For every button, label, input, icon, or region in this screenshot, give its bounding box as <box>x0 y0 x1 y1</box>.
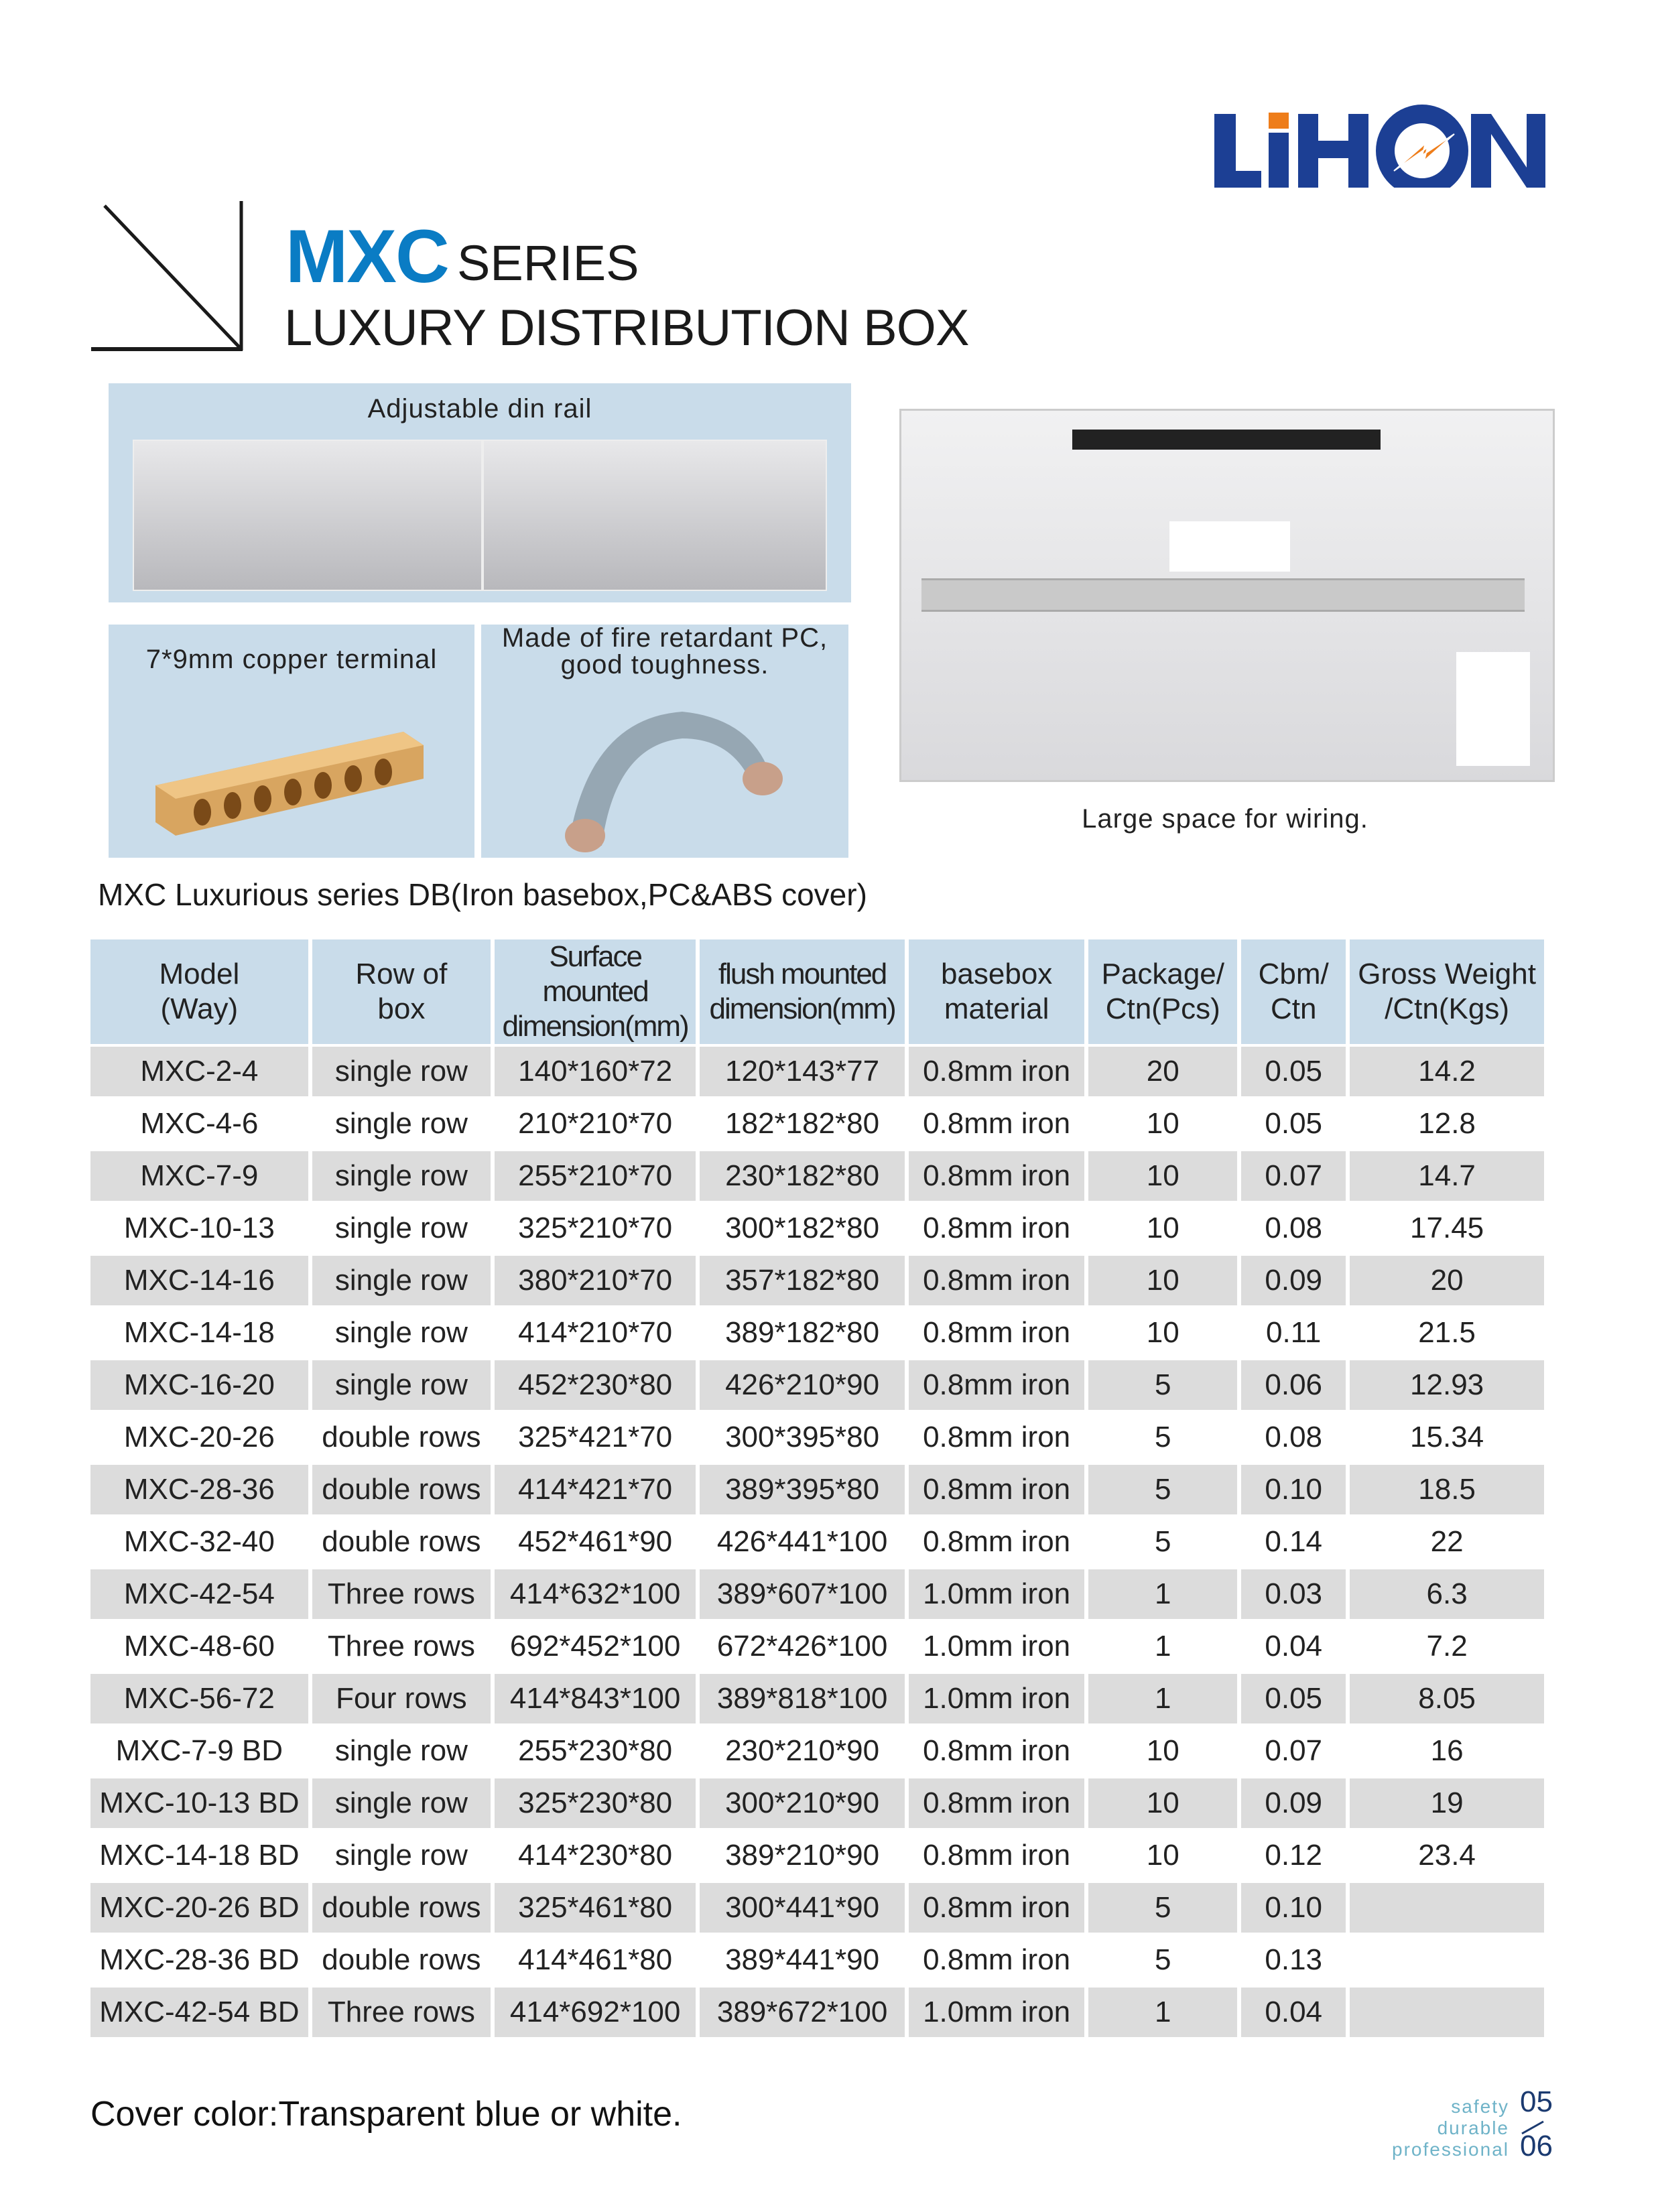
page-title: LUXURY DISTRIBUTION BOX <box>284 300 969 356</box>
table-cell: single row <box>312 1203 491 1253</box>
table-cell: 0.05 <box>1241 1047 1346 1096</box>
table-cell: 414*632*100 <box>495 1569 696 1619</box>
table-row <box>90 1726 1544 1776</box>
din-rail-photo-1 <box>133 440 483 591</box>
bent-cover-image <box>548 692 789 852</box>
corner-mark-icon <box>87 198 248 355</box>
table-cell: 692*452*100 <box>495 1622 696 1671</box>
din-rail-photo-2 <box>483 440 827 591</box>
table-cell: Four rows <box>312 1674 491 1723</box>
table-cell: single row <box>312 1778 491 1828</box>
material-label-1: Made of fire retardant PC, <box>501 623 828 653</box>
table-cell: 0.8mm iron <box>909 1883 1084 1933</box>
column-header-line: Gross Weight <box>1358 958 1536 990</box>
spec-table <box>86 937 1548 2040</box>
page-number-left: 05 <box>1520 2085 1553 2118</box>
table-cell: 0.10 <box>1241 1883 1346 1933</box>
table-cell: 414*210*70 <box>495 1308 696 1358</box>
table-cell: 357*182*80 <box>700 1256 905 1305</box>
table-cell: 5 <box>1088 1360 1237 1410</box>
table-cell: 0.05 <box>1241 1674 1346 1723</box>
table-cell: 0.03 <box>1241 1569 1346 1619</box>
table-cell: 19 <box>1350 1778 1544 1828</box>
table-cell: 210*210*70 <box>495 1099 696 1149</box>
table-cell: MXC-2-4 <box>90 1047 308 1096</box>
table-cell: 325*421*70 <box>495 1413 696 1462</box>
table-cell: 0.09 <box>1241 1256 1346 1305</box>
table-cell: 10 <box>1088 1778 1237 1828</box>
table-cell: 5 <box>1088 1517 1237 1567</box>
table-cell: 0.8mm iron <box>909 1047 1084 1096</box>
table-cell: 5 <box>1088 1935 1237 1985</box>
column-header <box>700 939 905 1044</box>
table-cell: 389*607*100 <box>700 1569 905 1619</box>
table-cell: 426*210*90 <box>700 1360 905 1410</box>
table-cell: MXC-16-20 <box>90 1360 308 1410</box>
table-cell: 230*182*80 <box>700 1151 905 1201</box>
table-row <box>90 1047 1544 1096</box>
table-cell: 5 <box>1088 1465 1237 1514</box>
table-cell: 14.2 <box>1350 1047 1544 1096</box>
table-cell: 230*210*90 <box>700 1726 905 1776</box>
table-cell: 0.10 <box>1241 1465 1346 1514</box>
column-header-line: Surface mounted <box>542 940 648 1008</box>
table-cell: double rows <box>312 1935 491 1985</box>
wiring-caption: Large space for wiring. <box>1082 804 1368 834</box>
table-cell: 300*441*90 <box>700 1883 905 1933</box>
table-cell: single row <box>312 1726 491 1776</box>
table-cell: MXC-7-9 <box>90 1151 308 1201</box>
table-cell: Three rows <box>312 1622 491 1671</box>
table-cell: 21.5 <box>1350 1308 1544 1358</box>
table-cell: 23.4 <box>1350 1831 1544 1880</box>
lihon-logo <box>1206 101 1555 188</box>
table-cell: 6.3 <box>1350 1569 1544 1619</box>
table-row <box>90 1256 1544 1305</box>
table-cell: 0.8mm iron <box>909 1203 1084 1253</box>
page-number-right: 06 <box>1520 2130 1553 2162</box>
table-cell: 672*426*100 <box>700 1622 905 1671</box>
table-cell: 0.13 <box>1241 1935 1346 1985</box>
table-cell: Three rows <box>312 1569 491 1619</box>
table-cell: 325*210*70 <box>495 1203 696 1253</box>
table-cell: 5 <box>1088 1413 1237 1462</box>
table-cell: 8.05 <box>1350 1674 1544 1723</box>
table-cell: 0.8mm iron <box>909 1099 1084 1149</box>
table-cell: 0.14 <box>1241 1517 1346 1567</box>
table-cell: 10 <box>1088 1256 1237 1305</box>
table-cell: 5 <box>1088 1883 1237 1933</box>
table-cell: 300*210*90 <box>700 1778 905 1828</box>
table-cell: 1.0mm iron <box>909 1569 1084 1619</box>
table-cell: double rows <box>312 1413 491 1462</box>
table-cell: MXC-20-26 BD <box>90 1883 308 1933</box>
table-cell: single row <box>312 1099 491 1149</box>
table-cell: 389*182*80 <box>700 1308 905 1358</box>
table-cell: MXC-14-16 <box>90 1256 308 1305</box>
table-cell: 0.12 <box>1241 1831 1346 1880</box>
column-header-line: Package/ <box>1101 958 1224 990</box>
column-header-line: Cbm/ <box>1258 958 1329 990</box>
table-cell: 255*210*70 <box>495 1151 696 1201</box>
column-header <box>909 939 1084 1044</box>
column-header-line: (Way) <box>160 992 239 1025</box>
table-cell: 452*230*80 <box>495 1360 696 1410</box>
table-cell: 120*143*77 <box>700 1047 905 1096</box>
table-cell: 16 <box>1350 1726 1544 1776</box>
table-cell: Three rows <box>312 1988 491 2037</box>
table-cell: 0.8mm iron <box>909 1831 1084 1880</box>
table-cell: 452*461*90 <box>495 1517 696 1567</box>
table-cell: 325*230*80 <box>495 1778 696 1828</box>
table-cell: 10 <box>1088 1099 1237 1149</box>
table-cell: 0.8mm iron <box>909 1360 1084 1410</box>
table-cell: 300*182*80 <box>700 1203 905 1253</box>
material-panel <box>481 625 848 858</box>
table-cell: 389*441*90 <box>700 1935 905 1985</box>
table-cell: MXC-42-54 <box>90 1569 308 1619</box>
table-cell: 0.07 <box>1241 1726 1346 1776</box>
column-header <box>312 939 491 1044</box>
table-cell: 22 <box>1350 1517 1544 1567</box>
table-cell: 389*672*100 <box>700 1988 905 2037</box>
column-header-line: /Ctn(Kgs) <box>1385 992 1509 1025</box>
column-header-line: dimension(mm) <box>709 992 895 1025</box>
table-cell: 0.04 <box>1241 1622 1346 1671</box>
table-row <box>90 1778 1544 1828</box>
table-row <box>90 1674 1544 1723</box>
table-cell: 414*421*70 <box>495 1465 696 1514</box>
column-header-line: flush mounted <box>718 958 887 990</box>
table-cell: MXC-10-13 <box>90 1203 308 1253</box>
table-cell: double rows <box>312 1883 491 1933</box>
table-cell: 14.7 <box>1350 1151 1544 1201</box>
table-cell: 0.8mm iron <box>909 1151 1084 1201</box>
table-title: MXC Luxurious series DB(Iron basebox,PC&ABS cover) <box>98 877 867 912</box>
table-row <box>90 1413 1544 1462</box>
table-cell: 10 <box>1088 1831 1237 1880</box>
table-cell: 182*182*80 <box>700 1099 905 1149</box>
table-cell: 12.8 <box>1350 1099 1544 1149</box>
table-cell: 12.93 <box>1350 1360 1544 1410</box>
table-cell: 0.8mm iron <box>909 1256 1084 1305</box>
table-cell: 0.8mm iron <box>909 1308 1084 1358</box>
table-cell: MXC-14-18 BD <box>90 1831 308 1880</box>
table-cell: 1 <box>1088 1988 1237 2037</box>
material-label-2: good toughness. <box>560 650 769 679</box>
series-word: SERIES <box>457 235 639 291</box>
table-cell: 1.0mm iron <box>909 1988 1084 2037</box>
table-cell: 17.45 <box>1350 1203 1544 1253</box>
table-cell: MXC-56-72 <box>90 1674 308 1723</box>
table-cell: single row <box>312 1151 491 1201</box>
table-cell: 18.5 <box>1350 1465 1544 1514</box>
table-cell: MXC-7-9 BD <box>90 1726 308 1776</box>
table-row <box>90 1622 1544 1671</box>
table-cell: 414*843*100 <box>495 1674 696 1723</box>
tag-professional: professional <box>1392 2139 1509 2160</box>
table-cell: 0.8mm iron <box>909 1517 1084 1567</box>
table-row <box>90 1099 1544 1149</box>
table-cell: MXC-42-54 BD <box>90 1988 308 2037</box>
table-row <box>90 1988 1544 2037</box>
table-cell: 20 <box>1088 1047 1237 1096</box>
table-cell: 10 <box>1088 1151 1237 1201</box>
column-header-line: Ctn <box>1270 992 1317 1025</box>
table-cell: double rows <box>312 1517 491 1567</box>
table-cell: 414*230*80 <box>495 1831 696 1880</box>
table-cell: MXC-28-36 BD <box>90 1935 308 1985</box>
table-cell: 10 <box>1088 1203 1237 1253</box>
table-cell: 1 <box>1088 1622 1237 1671</box>
table-cell: 414*692*100 <box>495 1988 696 2037</box>
table-cell: 300*395*80 <box>700 1413 905 1462</box>
din-rail <box>921 578 1525 612</box>
table-cell: 0.06 <box>1241 1360 1346 1410</box>
table-cell: 140*160*72 <box>495 1047 696 1096</box>
table-cell <box>1350 1988 1544 2037</box>
table-cell: 0.08 <box>1241 1203 1346 1253</box>
terminal-label: 7*9mm copper terminal <box>145 645 438 674</box>
table-cell: 20 <box>1350 1256 1544 1305</box>
table-cell: 255*230*80 <box>495 1726 696 1776</box>
table-cell: single row <box>312 1831 491 1880</box>
table-cell: 389*395*80 <box>700 1465 905 1514</box>
terminal-bar <box>1072 430 1381 450</box>
column-header-line: dimension(mm) <box>502 1010 688 1043</box>
column-header-line: basebox <box>940 958 1053 990</box>
table-row <box>90 1308 1544 1358</box>
table-cell <box>1350 1883 1544 1933</box>
table-row <box>90 1465 1544 1514</box>
table-cell: double rows <box>312 1465 491 1514</box>
table-cell: MXC-32-40 <box>90 1517 308 1567</box>
table-row <box>90 1203 1544 1253</box>
table-cell: 0.08 <box>1241 1413 1346 1462</box>
table-cell: 0.8mm iron <box>909 1413 1084 1462</box>
column-header <box>1350 939 1544 1044</box>
din-rail-label: Adjustable din rail <box>367 394 592 424</box>
cover-color-note: Cover color:Transparent blue or white. <box>90 2095 682 2134</box>
column-header-line: Row of <box>355 958 448 990</box>
table-cell: single row <box>312 1308 491 1358</box>
table-row <box>90 1151 1544 1201</box>
table-cell: 1.0mm iron <box>909 1622 1084 1671</box>
table-cell: 0.8mm iron <box>909 1935 1084 1985</box>
table-row <box>90 1935 1544 1985</box>
table-cell: 1 <box>1088 1674 1237 1723</box>
table-cell: 389*210*90 <box>700 1831 905 1880</box>
brand-sticker <box>1456 652 1530 766</box>
table-cell: 0.05 <box>1241 1099 1346 1149</box>
table-cell: MXC-10-13 BD <box>90 1778 308 1828</box>
table-cell <box>1350 1935 1544 1985</box>
table-cell: 7.2 <box>1350 1622 1544 1671</box>
table-cell: MXC-48-60 <box>90 1622 308 1671</box>
table-cell: 1 <box>1088 1569 1237 1619</box>
column-header <box>495 939 696 1044</box>
column-header <box>1088 939 1237 1044</box>
table-cell: 0.11 <box>1241 1308 1346 1358</box>
table-row <box>90 1831 1544 1880</box>
table-cell: 0.09 <box>1241 1778 1346 1828</box>
distribution-box-photo <box>899 409 1555 782</box>
table-cell: 0.8mm iron <box>909 1465 1084 1514</box>
table-cell: 0.8mm iron <box>909 1726 1084 1776</box>
table-cell: MXC-20-26 <box>90 1413 308 1462</box>
table-row <box>90 1569 1544 1619</box>
table-row <box>90 1883 1544 1933</box>
table-cell: single row <box>312 1360 491 1410</box>
table-cell: 10 <box>1088 1308 1237 1358</box>
table-cell: MXC-28-36 <box>90 1465 308 1514</box>
table-cell: single row <box>312 1256 491 1305</box>
column-header-line: Ctn(Pcs) <box>1105 992 1220 1025</box>
column-header-line: box <box>377 992 426 1025</box>
table-cell: 389*818*100 <box>700 1674 905 1723</box>
terminal-panel <box>109 625 474 858</box>
tag-safety: safety <box>1451 2096 1509 2117</box>
table-cell: 15.34 <box>1350 1413 1544 1462</box>
table-cell: 1.0mm iron <box>909 1674 1084 1723</box>
column-header-line: material <box>944 992 1049 1025</box>
table-cell: MXC-4-6 <box>90 1099 308 1149</box>
table-row <box>90 1360 1544 1410</box>
din-rail-panel <box>109 383 851 602</box>
table-cell: 10 <box>1088 1726 1237 1776</box>
table-cell: 0.8mm iron <box>909 1778 1084 1828</box>
table-cell: MXC-14-18 <box>90 1308 308 1358</box>
table-cell: single row <box>312 1047 491 1096</box>
table-cell: 426*441*100 <box>700 1517 905 1567</box>
column-header <box>1241 939 1346 1044</box>
label-sticker <box>1169 521 1290 572</box>
table-cell: 325*461*80 <box>495 1883 696 1933</box>
series-code: MXC <box>285 214 448 298</box>
tag-durable: durable <box>1437 2118 1509 2138</box>
table-row <box>90 1517 1544 1567</box>
table-cell: 380*210*70 <box>495 1256 696 1305</box>
column-header <box>90 939 308 1044</box>
copper-terminal-image <box>149 705 430 839</box>
column-header-line: Model <box>159 958 240 990</box>
table-cell: 0.07 <box>1241 1151 1346 1201</box>
table-cell: 0.04 <box>1241 1988 1346 2037</box>
table-cell: 414*461*80 <box>495 1935 696 1985</box>
